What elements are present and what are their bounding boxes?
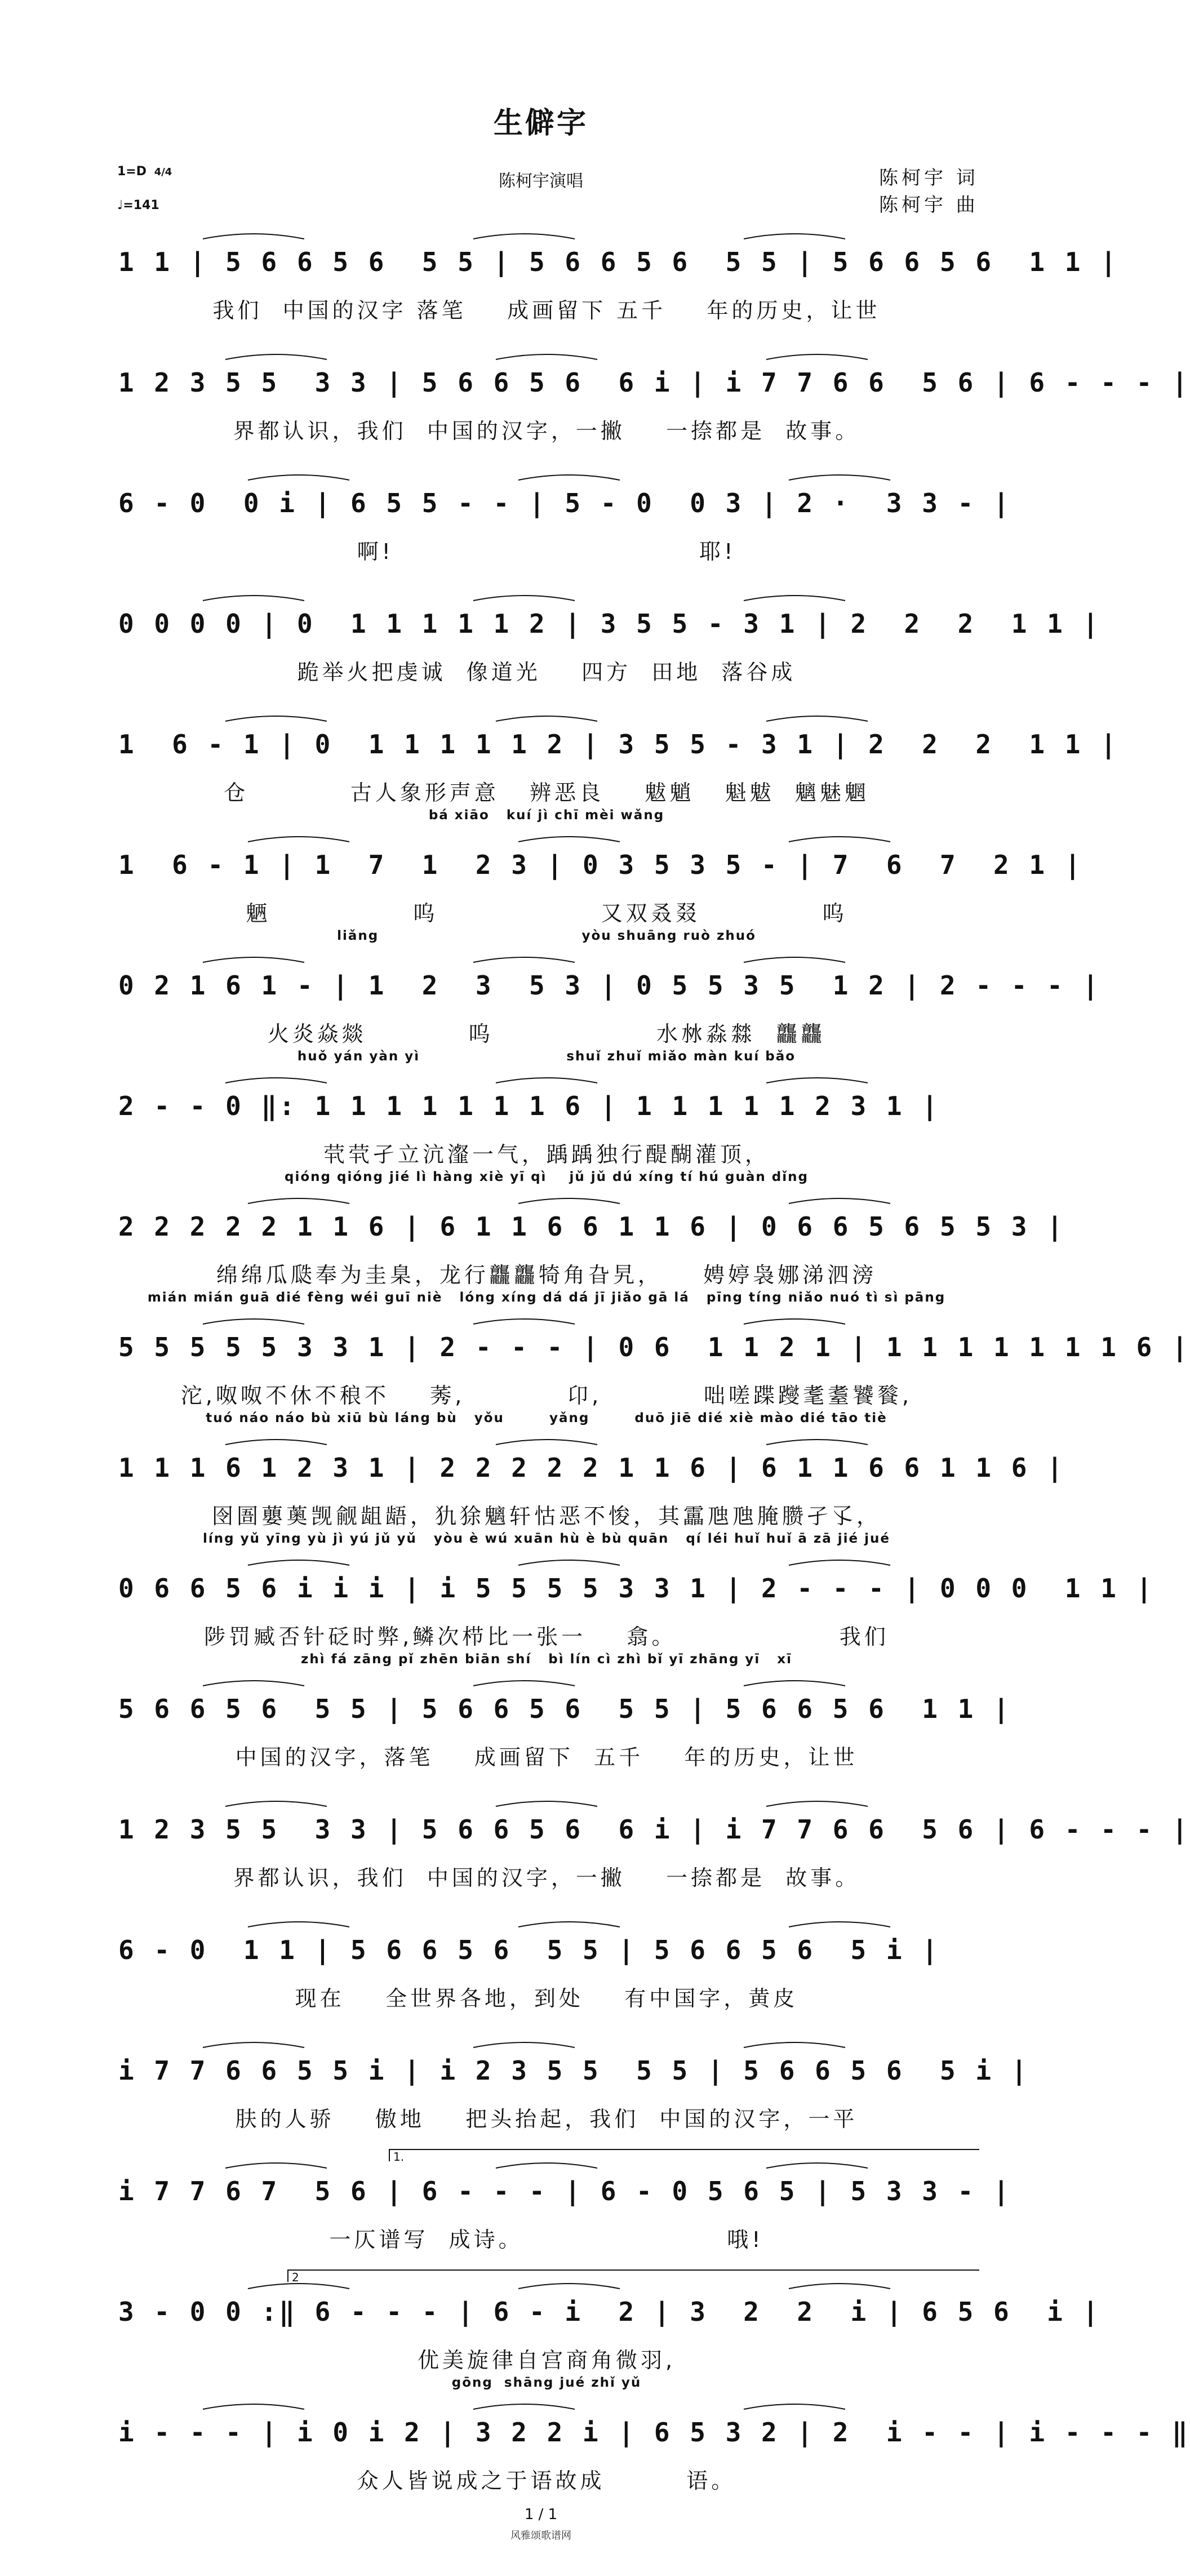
notation-line: 0 6 6 5 6 i i i | i 5 5 5 5 3 3 1 | 2 - - - | 0 0 0 1 1 | bbox=[118, 1573, 1155, 1604]
slur-arc bbox=[248, 1922, 349, 1927]
notation-line: 1 6 - 1 | 1 7 1 2 3 | 0 3 5 3 5 - | 7 6 7 2 1 | bbox=[118, 850, 1083, 880]
lyric-line: 中国的汉字，落笔 成画留下 五千 年的历史，让世 bbox=[235, 1745, 858, 1770]
notation-line: 5 6 6 5 6 5 5 | 5 6 6 5 6 5 5 | 5 6 6 5 6 1 1 | bbox=[118, 1694, 1011, 1724]
notation-line: i 7 7 6 7 5 6 | 6 - - - | 6 - 0 5 6 5 | 5 3 3 - | bbox=[118, 2176, 1011, 2206]
slur-arc bbox=[789, 475, 890, 480]
slur-marks bbox=[118, 952, 975, 1003]
slur-marks bbox=[118, 470, 975, 521]
slur-arc bbox=[518, 1560, 620, 1565]
notation-line: 0 2 1 6 1 - | 1 2 3 5 3 | 0 5 5 3 5 1 2 | 2 - - - | bbox=[118, 970, 1101, 1001]
slur-arc bbox=[744, 2404, 845, 2409]
slur-arc bbox=[473, 957, 575, 962]
slur-marks bbox=[118, 1676, 975, 1726]
notation-line: 6 - 0 1 1 | 5 6 6 5 6 5 5 | 5 6 6 5 6 5 i | bbox=[118, 1935, 940, 1965]
slur-arc bbox=[203, 234, 304, 239]
slur-arc bbox=[248, 1198, 349, 1203]
lyric-line: 肤的人骄 傲地 把头抬起，我们 中国的汉字，一平 bbox=[235, 2107, 858, 2131]
slur-arc bbox=[766, 1078, 868, 1083]
notation-line: 1 1 1 6 1 2 3 1 | 2 2 2 2 2 1 1 6 | 6 1 1 6 6 1 1 6 | bbox=[118, 1453, 1065, 1483]
slur-marks bbox=[118, 1434, 975, 1485]
slur-arc bbox=[496, 354, 597, 359]
slur-marks bbox=[118, 349, 975, 400]
slur-arc bbox=[225, 1078, 327, 1083]
slur-arc bbox=[473, 2404, 575, 2409]
slur-arc bbox=[473, 596, 575, 601]
slur-arc bbox=[518, 475, 620, 480]
slur-arc bbox=[744, 2042, 845, 2048]
slur-arc bbox=[248, 1560, 349, 1565]
slur-arc bbox=[203, 1319, 304, 1324]
notation-line: 0 0 0 0 | 0 1 1 1 1 1 2 | 3 5 5 - 3 1 | 2 2 2 1 1 | bbox=[118, 609, 1101, 639]
notation-line: 2 - - 0 ‖: 1 1 1 1 1 1 1 6 | 1 1 1 1 1 2 3 1 | bbox=[118, 1091, 940, 1121]
slur-arc bbox=[518, 1922, 620, 1927]
pinyin-line: gōng shāng jué zhǐ yǔ bbox=[451, 2375, 642, 2390]
slur-marks bbox=[118, 2279, 975, 2329]
slur-arc bbox=[225, 2163, 327, 2168]
slur-arc bbox=[518, 837, 620, 842]
slur-arc bbox=[225, 1801, 327, 1806]
slur-marks bbox=[118, 1193, 975, 1244]
slur-arc bbox=[248, 2284, 349, 2289]
slur-marks bbox=[118, 1796, 975, 1847]
slur-arc bbox=[766, 2163, 868, 2168]
slur-arc bbox=[496, 1078, 597, 1083]
slur-marks bbox=[118, 1073, 975, 1123]
slur-arc bbox=[766, 1440, 868, 1445]
slur-marks bbox=[118, 229, 975, 279]
footer-source: 风雅颂歌谱网 bbox=[510, 2530, 571, 2542]
lyric-line: 沱,呶呶不休不稂不 莠, 卬, 咄嗟蹀躞耄耋饕餮, bbox=[180, 1383, 913, 1408]
slur-marks bbox=[118, 590, 975, 641]
slur-marks bbox=[118, 1555, 975, 1606]
slur-arc bbox=[744, 1319, 845, 1324]
composer-credit: 陈柯宇 曲 bbox=[879, 194, 979, 216]
slur-marks bbox=[118, 711, 975, 762]
pinyin-line: líng yǔ yīng yù jì yú jǔ yǔ yòu è wú xuān hù è bù quān qí léi huǐ huǐ ā zā jié jué bbox=[202, 1531, 891, 1546]
lyric-line: 魉 呜 又双叒叕 呜 bbox=[246, 901, 847, 926]
lyric-line: 优美旋律自宫商角微羽, bbox=[417, 2348, 676, 2373]
lyric-line: 众人皆说成之于语故成 语。 bbox=[357, 2468, 736, 2493]
slur-arc bbox=[473, 2042, 575, 2048]
slur-arc bbox=[496, 1440, 597, 1445]
slur-arc bbox=[518, 2284, 620, 2289]
lyric-line: 跪举火把虔诚 像道光 四方 田地 落谷成 bbox=[297, 660, 796, 685]
slur-marks bbox=[118, 1917, 975, 1967]
notation-line: 1 1 | 5 6 6 5 6 5 5 | 5 6 6 5 6 5 5 | 5 6 6 5 6 1 1 | bbox=[118, 247, 1118, 277]
slur-marks bbox=[118, 2399, 975, 2450]
slur-marks bbox=[118, 2158, 975, 2209]
slur-arc bbox=[248, 475, 349, 480]
lyric-line: 一仄谱写 成诗。 哦! bbox=[329, 2227, 764, 2252]
lyric-line: 囹圄蘡薁觊觎龃龉，犰狳魑轩怙恶不悛，其靁虺虺腌臜孑孓， bbox=[211, 1504, 881, 1529]
volta-bracket: 2 bbox=[287, 2269, 979, 2282]
notation-line: 2 2 2 2 2 1 1 6 | 6 1 1 6 6 1 1 6 | 0 6 6 5 6 5 5 3 | bbox=[118, 1211, 1065, 1242]
slur-arc bbox=[203, 2404, 304, 2409]
lyric-line: 火炎焱燚 呜 水沝淼㵘 龘龘 bbox=[267, 1021, 826, 1046]
lyric-line: 茕茕孑立沆瀣一气，踽踽独行醍醐灌顶， bbox=[323, 1142, 770, 1167]
slur-arc bbox=[473, 1319, 575, 1324]
slur-arc bbox=[789, 1560, 890, 1565]
lyric-line: 现在 全世界各地，到处 有中国字，黄皮 bbox=[295, 1986, 798, 2011]
lyric-line: 仓 古人象形声意 辨恶良 魃魈 魁魃 魑魅魍 bbox=[224, 780, 869, 805]
time-signature: 4/4 bbox=[154, 166, 172, 178]
singer-credit: 陈柯宇演唱 bbox=[499, 171, 583, 191]
slur-arc bbox=[744, 234, 845, 239]
notation-line: 6 - 0 0 i | 6 5 5 - - | 5 - 0 0 3 | 2 · 3 3 - | bbox=[118, 488, 1011, 518]
pinyin-line: bá xiāo kuí jì chī mèi wǎng bbox=[428, 808, 665, 823]
slur-marks bbox=[118, 832, 975, 882]
slur-arc bbox=[203, 2042, 304, 2048]
volta-bracket: 1. bbox=[389, 2149, 979, 2161]
notation-line: 5 5 5 5 5 3 3 1 | 2 - - - | 0 6 1 1 2 1 | 1 1 1 1 1 1 1 6 | bbox=[118, 1332, 1190, 1362]
slur-arc bbox=[766, 716, 868, 721]
lyricist-credit: 陈柯宇 词 bbox=[879, 167, 979, 189]
slur-arc bbox=[203, 596, 304, 601]
notation-line: 1 2 3 5 5 3 3 | 5 6 6 5 6 6 i | i 7 7 6 6 5 6 | 6 - - - | bbox=[118, 1814, 1190, 1845]
slur-arc bbox=[518, 1198, 620, 1203]
lyric-line: 界都认识，我们 中国的汉字，一撇 一捺都是 故事。 bbox=[233, 419, 860, 443]
slur-arc bbox=[789, 837, 890, 842]
page-number: 1 / 1 bbox=[524, 2506, 558, 2523]
slur-arc bbox=[789, 1198, 890, 1203]
lyric-line: 啊! 耶! bbox=[357, 539, 736, 564]
pinyin-line: qióng qióng jié lì hàng xiè yī qì jǔ jǔ dú xíng tí hú guàn dǐng bbox=[285, 1170, 809, 1184]
notation-line: i - - - | i 0 i 2 | 3 2 2 i | 6 5 3 2 | 2 i - - | i - - - ‖ bbox=[118, 2417, 1190, 2448]
slur-arc bbox=[496, 716, 597, 721]
slur-marks bbox=[118, 2037, 975, 2088]
page-title: 生僻字 bbox=[493, 106, 588, 140]
slur-arc bbox=[473, 1681, 575, 1686]
slur-arc bbox=[225, 716, 327, 721]
notation-line: 1 6 - 1 | 0 1 1 1 1 1 2 | 3 5 5 - 3 1 | 2 2 2 1 1 | bbox=[118, 729, 1118, 760]
slur-arc bbox=[766, 1801, 868, 1806]
lyric-line: 我们 中国的汉字 落笔 成画留下 五千 年的历史，让世 bbox=[212, 298, 881, 323]
slur-arc bbox=[225, 1440, 327, 1445]
slur-arc bbox=[203, 1681, 304, 1686]
slur-arc bbox=[248, 837, 349, 842]
slur-arc bbox=[744, 957, 845, 962]
lyric-line: 陟罚臧否针砭时弊,鳞次栉比一张一 翕。 我们 bbox=[204, 1624, 889, 1649]
pinyin-line: liǎng yòu shuāng ruò zhuó bbox=[337, 929, 756, 943]
slur-arc bbox=[789, 1922, 890, 1927]
slur-arc bbox=[225, 354, 327, 359]
slur-arc bbox=[473, 234, 575, 239]
slur-arc bbox=[744, 596, 845, 601]
slur-arc bbox=[496, 2163, 597, 2168]
pinyin-line: zhì fá zāng pǐ zhēn biān shí bì lín cì zhì bǐ yī zhāng yī xī bbox=[301, 1652, 792, 1667]
tempo-marking: ♩=141 bbox=[117, 198, 159, 212]
notation-line: 1 2 3 5 5 3 3 | 5 6 6 5 6 6 i | i 7 7 6 6 5 6 | 6 - - - | bbox=[118, 367, 1190, 398]
slur-arc bbox=[496, 1801, 597, 1806]
lyric-line: 界都认识，我们 中国的汉字，一撇 一捺都是 故事。 bbox=[233, 1866, 860, 1890]
slur-arc bbox=[203, 957, 304, 962]
slur-arc bbox=[789, 2284, 890, 2289]
slur-arc bbox=[744, 1681, 845, 1686]
slur-arc bbox=[766, 354, 868, 359]
pinyin-line: tuó náo náo bù xiū bù láng bù yǒu yǎng duō jiē dié xiè mào dié tāo tiè bbox=[206, 1411, 887, 1425]
key-label: 1=D bbox=[117, 165, 147, 179]
pinyin-line: huǒ yán yàn yì shuǐ zhuǐ miǎo màn kuí bǎo bbox=[297, 1049, 796, 1064]
notation-line: i 7 7 6 6 5 5 i | i 2 3 5 5 5 5 | 5 6 6 5 6 5 i | bbox=[118, 2055, 1029, 2086]
lyric-line: 绵绵瓜瓞奉为圭臬，龙行龘龘犄角旮旯， 娉婷袅娜涕泗滂 bbox=[216, 1263, 877, 1287]
pinyin-line: mián mián guā dié fèng wéi guī niè lóng xíng dá dá jī jiǎo gā lá pīng tíng niǎo nuó tì sì pāng bbox=[147, 1290, 946, 1305]
slur-marks bbox=[118, 1314, 975, 1365]
notation-line: 3 - 0 0 :‖ 6 - - - | 6 - i 2 | 3 2 2 i | 6 5 6 i | bbox=[118, 2297, 1101, 2327]
